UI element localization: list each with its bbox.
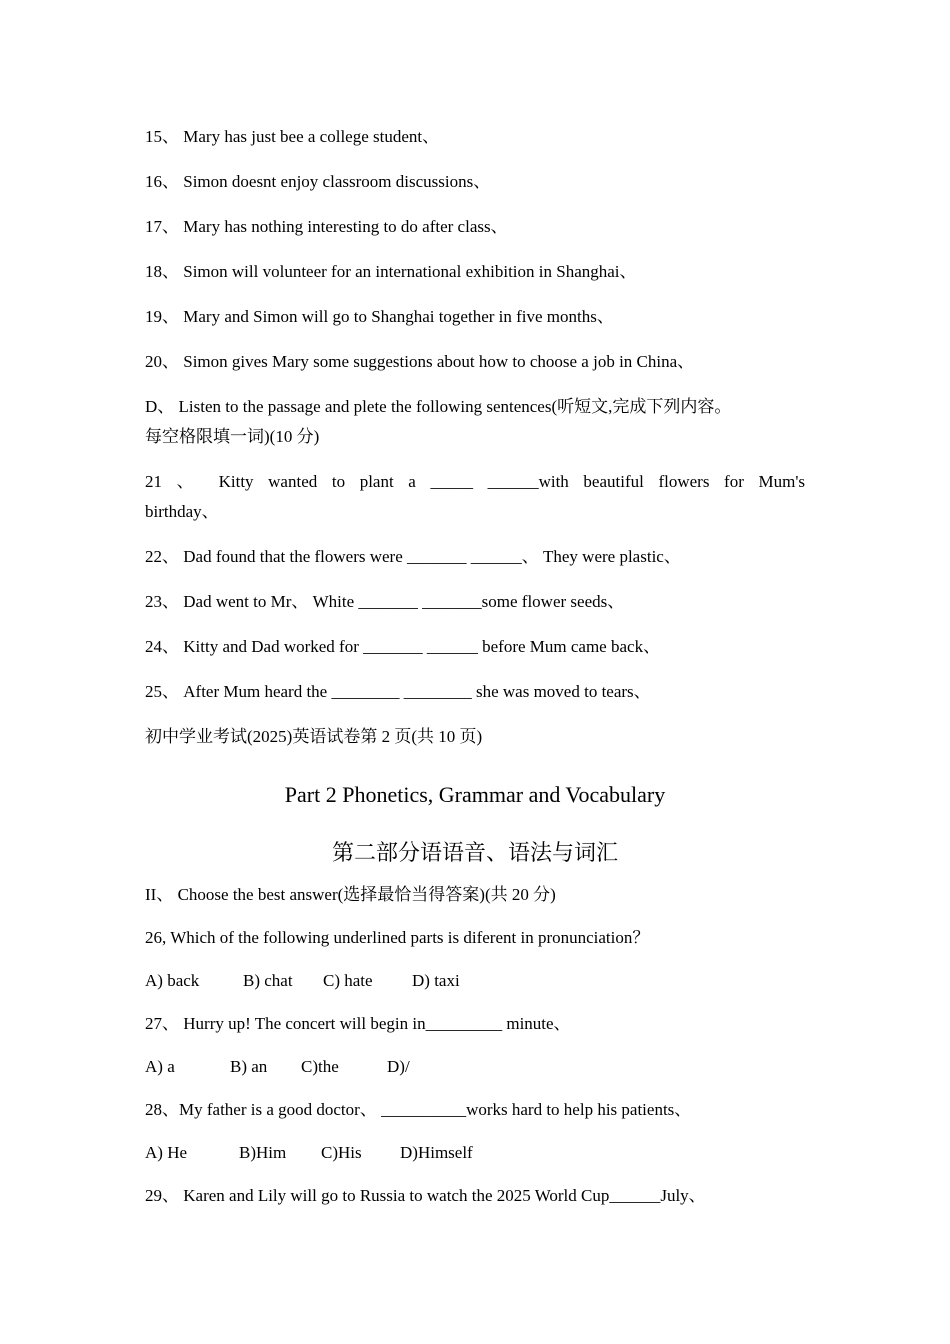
option-b: B) an — [230, 1057, 268, 1076]
section-ii-title: II、 Choose the best answer(选择最恰当得答案)(共 20 分) — [145, 885, 556, 904]
option-b: B) chat — [243, 971, 293, 990]
question-28-options — [145, 1143, 805, 1163]
question-18: 18、 Simon will volunteer for an international exhibition in Shanghai、 — [145, 262, 637, 281]
option-c: C)His — [321, 1143, 362, 1162]
question-28-stem: 28、My father is a good doctor、 __________works hard to help his patients、 — [145, 1100, 692, 1119]
question-21-line1: 21 、 Kitty wanted to plant a _____ ______with beautiful flowers for Mum's — [145, 472, 805, 491]
option-d: D)Himself — [400, 1143, 473, 1162]
section-d-instruction-line1: D、 Listen to the passage and plete the following sentences(听短文,完成下列内容。 — [145, 397, 732, 416]
page-footer: 初中学业考试(2025)英语试卷第 2 页(共 10 页) — [145, 727, 483, 746]
question-25: 25、 After Mum heard the ________ ________ she was moved to tears、 — [145, 682, 651, 701]
option-b: B)Him — [239, 1143, 287, 1162]
question-21-line2: birthday、 — [145, 502, 219, 521]
option-a: A) He — [145, 1143, 188, 1162]
question-22: 22、 Dad found that the flowers were _______ ______、 They were plastic、 — [145, 547, 681, 566]
question-16: 16、 Simon doesnt enjoy classroom discussions、 — [145, 172, 491, 191]
question-23: 23、 Dad went to Mr、 White _______ _______some flower seeds、 — [145, 592, 625, 611]
section-d-instruction-line2: 每空格限填一词)(10 分) — [145, 427, 320, 446]
question-27-options — [145, 1057, 805, 1077]
question-19: 19、 Mary and Simon will go to Shanghai together in five months、 — [145, 307, 614, 326]
option-d: D)/ — [387, 1057, 410, 1076]
option-c: C) hate — [323, 971, 373, 990]
question-15: 15、 Mary has just bee a college student、 — [145, 127, 440, 146]
question-24: 24、 Kitty and Dad worked for _______ ______ before Mum came back、 — [145, 637, 661, 656]
option-d: D) taxi — [412, 971, 460, 990]
option-a: A) back — [145, 971, 200, 990]
part2-title-cn: 第二部分语语音、语法与词汇 — [331, 840, 618, 865]
option-a: A) a — [145, 1057, 175, 1076]
question-26-stem: 26, Which of the following underlined parts is diferent in pronunciation？ — [145, 928, 650, 947]
question-20: 20、 Simon gives Mary some suggestions about how to choose a job in China、 — [145, 352, 695, 371]
question-29-stem: 29、 Karen and Lily will go to Russia to watch the 2025 World Cup______July、 — [145, 1186, 706, 1205]
question-17: 17、 Mary has nothing interesting to do after class、 — [145, 217, 508, 236]
question-27-stem: 27、 Hurry up! The concert will begin in_________ minute、 — [145, 1014, 571, 1033]
question-26-options — [145, 971, 805, 991]
option-c: C)the — [301, 1057, 339, 1076]
part2-title-en: Part 2 Phonetics, Grammar and Vocabulary — [284, 782, 666, 807]
